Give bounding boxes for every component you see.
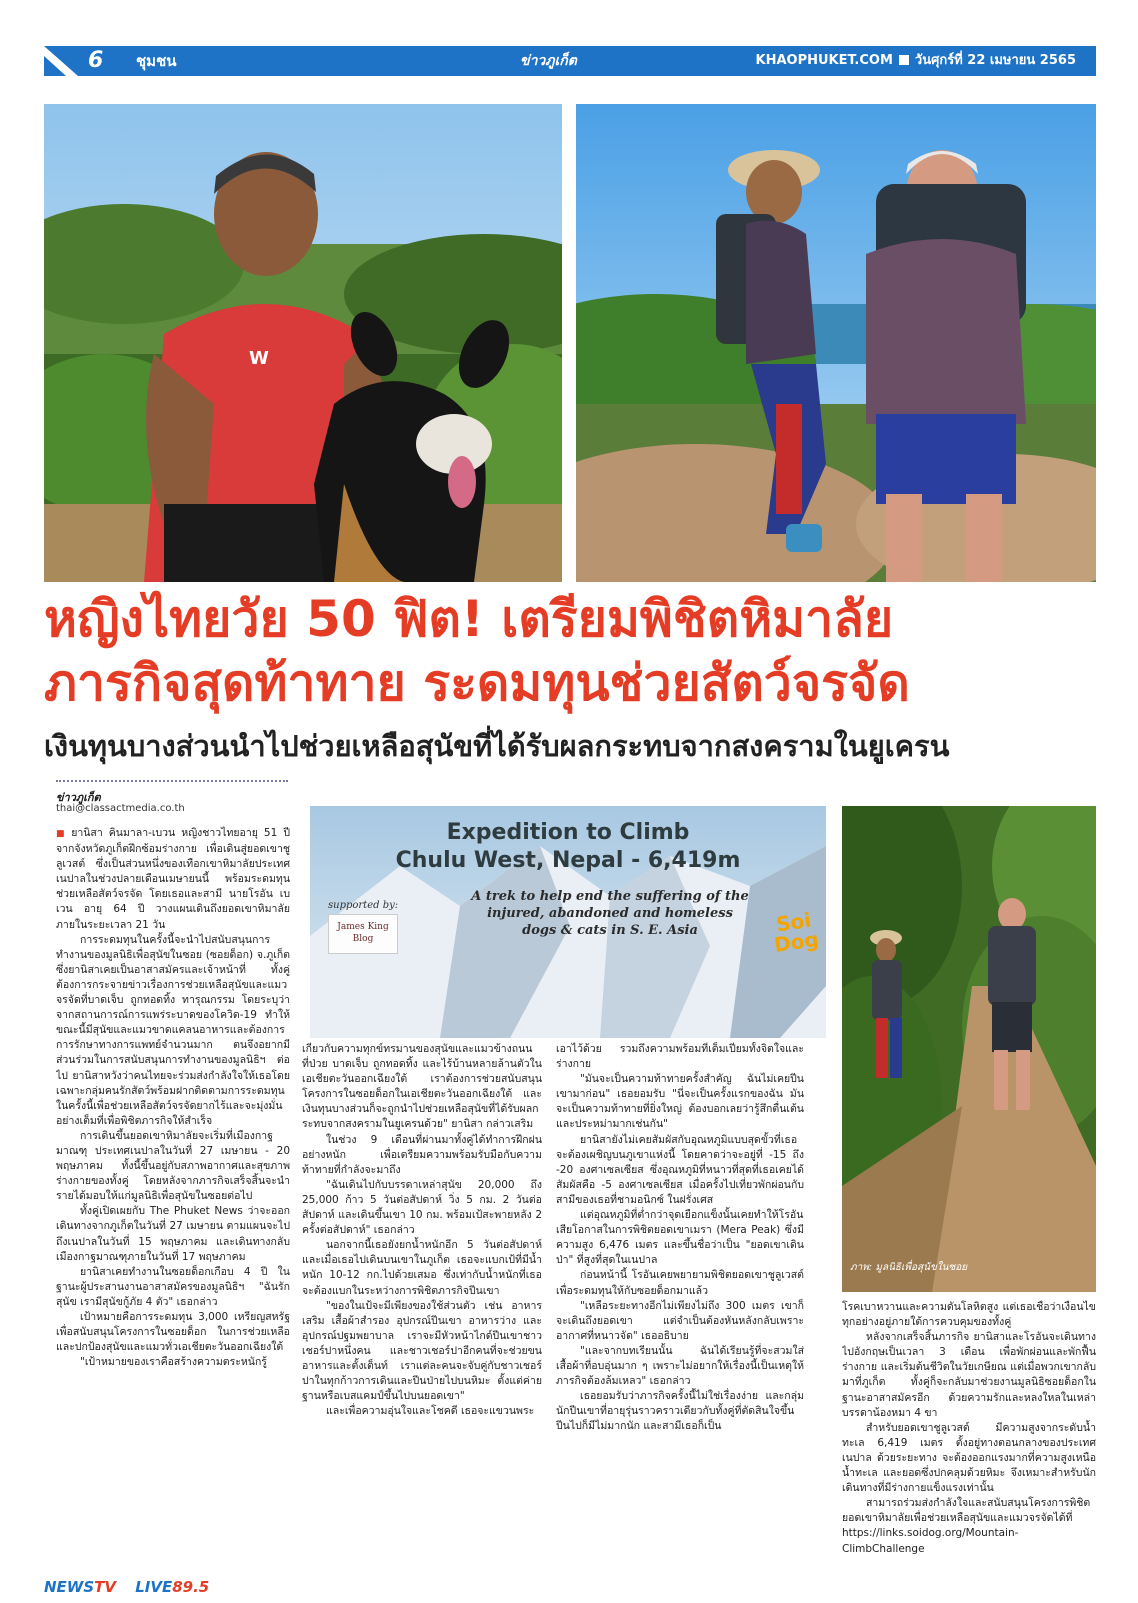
corner-mark-icon: [44, 46, 78, 76]
paragraph: "มันจะเป็นความท้าทายครั้งสำคัญ ฉันไม่เคยปีนเขามาก่อน" เธอยอมรับ "นี่จะเป็นครั้งแรกของฉัน มันจะเป็นความท้าทายที่ยิ่งใหญ่ ต้องบอกเลยว่ารู้สึกตื่นเต้นและประหม่ามากเช่นกัน": [556, 1073, 804, 1131]
byline-divider: [56, 780, 288, 782]
live-logo: LIVE: [135, 1578, 173, 1596]
paragraph: ก่อนหน้านี้ โรอันเคยพยายามพิชิตยอดเขาชูลูเวสต์ เพื่อระดมทุนให้กับซอยด็อกมาแล้ว: [556, 1269, 804, 1297]
paragraph: "เป้าหมายของเราคือสร้างความตระหนักรู้: [80, 1356, 267, 1369]
separator-square-icon: [899, 55, 909, 65]
byline-author: ข่าวภูเก็ต: [56, 791, 101, 804]
sponsor-logo: James King Blog: [328, 914, 398, 954]
site-url[interactable]: KHAOPHUKET.COM: [755, 53, 893, 68]
expedition-poster: [310, 806, 826, 1038]
paragraph: โรคเบาหวานและความดันโลหิตสูง แต่เธอเชื่อว่าเงื่อนไขทุกอย่างอยู่ภายใต้การควบคุมของทั้งคู่: [842, 1301, 1096, 1329]
article-column-2: [302, 1042, 542, 1582]
fm-logo: 89.5: [172, 1578, 210, 1596]
poster-title-1: Expedition to Climb: [446, 820, 690, 845]
paragraph: เอาไว้ด้วย รวมถึงความพร้อมที่เต็มเปี่ยมทั้งจิตใจและร่างกาย: [556, 1043, 804, 1071]
site-and-date: [756, 46, 1076, 76]
poster-title-2: Chulu West, Nepal - 6,419m: [395, 848, 741, 873]
headline-line-1: หญิงไทยวัย 50 ฟิต! เตรียมพิชิตหิมาลัย: [44, 590, 894, 648]
paragraph: แต่อุณหภูมิที่ต่ำกว่าจุดเยือกแข็งนั้นเคยทำให้โรอันเสียโอกาสในการพิชิตยอดเขาเมรา (Mera Peak) ซึ่งมีความสูง 6,476 เมตร และขึ้นชื่อว่าเป็น "ยอดเขาเดินป่า" ที่สูงที่สุดในเนปาล: [556, 1209, 804, 1267]
paragraph: การระดมทุนในครั้งนี้จะนำไปสนับสนุนการทำงานของมูลนิธิเพื่อสุนัขในซอย (ซอยด็อก) จ.ภูเก็ต ซึ่งยานิสาเคยเป็นอาสาสมัครและเจ้าหน้าที่ ทั้งคู่ต้องการกระจายข่าวเรื่องการช่วยเหลือสุนัขและแมวจรจัดที่บาดเจ็บ ถูกทอดทิ้ง ทารุณกรรม โดยระบุว่าจากสถานการณ์การแพร่ระบาดของโควิด-19 ทำให้ขณะนี้มีสุนัขและแมวขาดแคลนอาหารและต้องการการรักษาทางการแพทย์จำนวนมาก ตนจึงอยากมีส่วนร่วมในการสนับสนุนการทำงานของมูลนิธิฯ ต่อไป ยานิสาหวังว่าคนไทยจะร่วมส่งกำลังใจให้เธอโดยเฉพาะกลุ่มคนรักสัตว์พร้อมฝากติดตามการระดมทุนในครั้งนี้เพื่อช่วยเหลือสัตว์จรจัดยากไร้และจะมุ่งมั่นอย่างเต็มที่เพื่อพิชิตภารกิจให้สำเร็จ: [56, 933, 290, 1127]
paragraph: สามารถร่วมส่งกำลังใจและสนับสนุนโครงการพิชิตยอดเขาหิมาลัยเพื่อช่วยเหลือสุนัขและแมวจรจัดได้ที่ https://links.soidog.org/Mountain-ClimbChallenge: [842, 1497, 1091, 1555]
page-number: 6: [88, 48, 104, 73]
photo-woman-with-dog: [44, 104, 562, 582]
tv-logo: TV: [94, 1578, 116, 1596]
paragraph: เป้าหมายคือการระดมทุน 3,000 เหรียญสหรัฐ เพื่อสนับสนุนโครงการในซอยด็อก ในการช่วยเหลือและปกป้องสุนัขและแมวทั่วเอเชียตะวันออกเฉียงใต้: [56, 1311, 290, 1354]
footer-logos: [44, 1578, 209, 1598]
subheadline: เงินทุนบางส่วนนำไปช่วยเหลือสุนัขที่ได้รับผลกระทบจากสงครามในยูเครน: [44, 729, 950, 763]
paragraph: "ของในเป้จะมีเพียงของใช้ส่วนตัว เช่น อาหารเสริม เสื้อผ้าสำรอง อุปกรณ์ปีนเขา อาหารว่าง และอุปกรณ์ปฐมพยาบาล เราจะมีหัวหน้าไกด์ปีนเขาชาวเชอร์ปาหนึ่งคน และชาวเชอร์ปาอีกคนที่จะช่วยขนอาหารและตั้งเต็นท์ เราแต่ละคนจะจับคู่กับชาวเชอร์ปาในทุกก้าวการเดินและปีนป่ายไปบนหิมะ ตั้งแต่ค่ายฐานหรือเบสแคมป์ขึ้นไปบนยอดเขา": [302, 1299, 542, 1403]
headline: [44, 588, 1096, 716]
section-name: ชุมชน: [136, 52, 177, 70]
paragraph: นอกจากนี้เธอยังยกน้ำหนักอีก 5 วันต่อสัปดาห์ และเมื่อเธอไปเดินบนเขาในภูเก็ต เธอจะแบกเป้ที่มีน้ำหนัก 10-12 กก.ไปด้วยเสมอ ซึ่งเท่ากับน้ำหนักที่เธอจะต้องแบกในระหว่างการพิชิตภารกิจปีนเขา: [302, 1239, 542, 1297]
headline-line-2: ภารกิจสุดท้าทาย ระดมทุนช่วยสัตว์จรจัด: [44, 654, 910, 712]
paragraph: เกี่ยวกับความทุกข์ทรมานของสุนัขและแมวข้างถนน ที่ป่วย บาดเจ็บ ถูกทอดทิ้ง และไร้บ้านหลายล้านตัวในเอเชียตะวันออกเฉียงใต้ เราต้องการช่วยสนับสนุนโครงการในซอยด็อกในเอเชียตะวันออกเฉียงใต้ และเงินทุนบางส่วนก็จะถูกนำไปช่วยเหลือสุนัขที่ได้รับผลกระทบจากสงครามในยูเครนด้วย" ยานิสา กล่าวเสริม: [302, 1043, 542, 1131]
photo-trail-hikers: [842, 806, 1096, 1292]
paragraph: ยานิสายังไม่เคยสัมผัสกับอุณหภูมิแบบสุดขั้วที่เธอจะต้องเผชิญบนภูเขาแห่งนี้ โดยคาดว่าจะอยู่ที่ -15 ถึง -20 องศาเซลเซียส ซึ่งอุณหภูมิที่หนาวที่สุดที่เธอเคยได้สัมผัสคือ -5 องศาเซลเซียส เมื่อครั้งไปเที่ยวพักผ่อนกับสามีของเธอที่ชามอนิกซ์ ในฝรั่งเศส: [556, 1133, 804, 1206]
paragraph: หลังจากเสร็จสิ้นภารกิจ ยานิสาและโรอันจะเดินทางไปอังกฤษเป็นเวลา 3 เดือน เพื่อพักผ่อนและพักฟื้นร่างกาย และเริ่มต้นชีวิตในวัยเกษียณ แต่เมื่อพวกเขากลับมาที่ภูเก็ต ทั้งคู่ก็จะกลับมาช่วยงานมูลนิธิซอยด็อกในฐานะอาสาสมัครอีก ด้วยความรักและหลงใหลในเหล่าบรรดาน้องหมา 4 ขา: [842, 1331, 1096, 1419]
paragraph: เธอยอมรับว่าภารกิจครั้งนี้ไม่ใช่เรื่องง่าย และกลุ่มนักปีนเขาที่อายุรุ่นราวคราวเดียวกับทั้งคู่ที่ตัดสินใจขึ้นปีนไปก็มีไม่มากนัก และสามีเธอก็เป็น: [556, 1390, 804, 1433]
paragraph: ■ ยานิสา คินมาลา-เบวน หญิงชาวไทยอายุ 51 ปี จากจังหวัดภูเก็ตฝึกซ้อมร่างกาย เพื่อเดินสู่ยอดเขาชูลูเวสต์ ซึ่งเป็นส่วนหนึ่งของเทือกเขาหิมาลัยประเทศเนปาลในช่วงปลายเดือนเมษายนนี้ พร้อมระดมทุนช่วยเหลือสัตว์จรจัด โดยเธอและสามี นายโรอัน เบเวน อายุ 64 ปี วางแผนเดินถึงยอดเขาหิมาลัยภายในระยะเวลา 21 วัน: [56, 827, 290, 931]
paragraph: "ฉันเดินไปกับบรรดาเหล่าสุนัข 20,000 ถึง 25,000 ก้าว 5 วันต่อสัปดาห์ วิ่ง 5 กม. 2 วันต่อสัปดาห์ และเดินขึ้นเขา 10 กม. พร้อมเป้สะพายหลัง 2 ครั้งต่อสัปดาห์" เธอกล่าว: [302, 1178, 542, 1237]
poster-supported-by: supported by:: [328, 900, 399, 911]
article-column-1: [56, 826, 290, 1582]
article-column-4: [842, 1300, 1096, 1582]
soi-dog-logo: Soi Dog: [772, 907, 821, 957]
paragraph: ทั้งคู่เปิดเผยกับ The Phuket News ว่าจะออกเดินทางจากภูเก็ตในวันที่ 27 เมษายน ตามแผนจะไปถึงเนปาลในวันที่ 15 พฤษภาคม และเดินทางกลับเมืองกาฐมาณฑุภายในวันที่ 17 พฤษภาคม: [56, 1205, 290, 1263]
poster-sub-1: A trek to help end the suffering of the: [471, 889, 749, 904]
paragraph: "เหลือระยะทางอีกไม่เพียงไม่ถึง 300 เมตร เขาก็จะเดินถึงยอดเขา แต่จำเป็นต้องหันหลังกลับเพราะอากาศที่หนาวจัด" เธออธิบาย: [556, 1299, 804, 1342]
byline-email[interactable]: thai@classactmedia.co.th: [56, 803, 185, 814]
paragraph: "และจากบทเรียนนั้น ฉันได้เรียนรู้ที่จะสวมใส่เสื้อผ้าที่อบอุ่นมาก ๆ เพราะไม่อยากให้เรื่องนี้เป็นเหตุให้ภารกิจต้องล้มเหลว" เธอกล่าว: [556, 1344, 804, 1388]
paragraph: ในช่วง 9 เดือนที่ผ่านมาทั้งคู่ได้ทำการฝึกฝนอย่างหนัก เพื่อเตรียมความพร้อมรับมือกับความท้าทายที่กำลังจะมาถึง: [302, 1133, 542, 1176]
paragraph-bullet-icon: ■: [56, 829, 68, 839]
paragraph: และเพื่อความอุ่นใจและโชคดี เธอจะแขวนพระ: [326, 1405, 535, 1418]
news-logo: NEWS: [44, 1578, 95, 1596]
article-column-3: [556, 1042, 804, 1582]
paragraph: การเดินขึ้นยอดเขาหิมาลัยจะเริ่มที่เมืองกาฐมาณฑุ ประเทศเนปาลในวันที่ 27 เมษายน - 20 พฤษภาคม ทั้งนี้ขึ้นอยู่กับสภาพอากาศและสุขภาพร่างกายของทั้งคู่ โดยหลังจากภารกิจเสร็จสิ้นจะนำรายได้มอบให้แก่มูลนิธิเพื่อสุนัขในซอยต่อไป: [56, 1129, 290, 1203]
issue-date: วันศุกร์ที่ 22 เมษายน 2565: [914, 53, 1076, 68]
photo-credit: ภาพ: มูลนิธิเพื่อสุนัขในซอย: [850, 1262, 968, 1273]
newspaper-logo: ข่าวภูเก็ต: [520, 53, 577, 69]
paragraph: ยานิสาเคยทำงานในซอยด็อกเกือบ 4 ปี ในฐานะผู้ประสานงานอาสาสมัครของมูลนิธิฯ "ฉันรักสุนัข เรามีสุนัขกู้ภัย 4 ตัว" เธอกล่าว: [56, 1265, 290, 1308]
poster-sub-2: injured, abandoned and homeless: [487, 906, 733, 921]
paragraph: สำหรับยอดเขาชูลูเวสต์ มีความสูงจากระดับน้ำทะเล 6,419 เมตร ตั้งอยู่ทางตอนกลางของประเทศเนปาล ด้วยระยะทาง จะต้องออกแรงมากที่ความสูงเหนือน้ำทะเล และยอดซึ่งปกคลุมด้วยหิมะ จึงเหมาะสำหรับนักเดินทางที่มีร่างกายแข็งแรงเท่านั้น: [842, 1421, 1096, 1495]
photo-couple-hikers: [576, 104, 1096, 582]
poster-sub-3: dogs & cats in S. E. Asia: [522, 923, 698, 938]
svg-text:W: W: [249, 348, 269, 369]
